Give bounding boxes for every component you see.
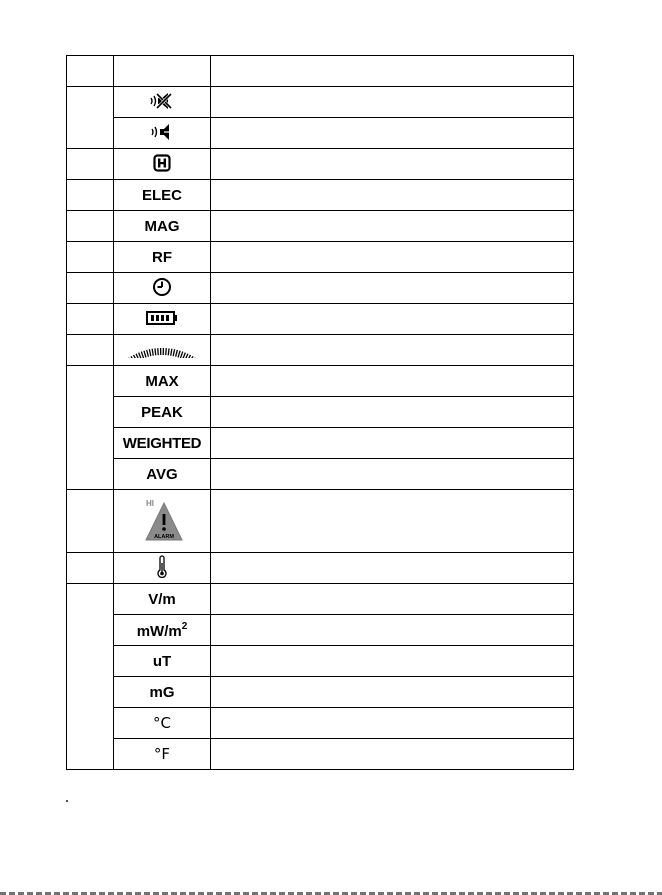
arc-scale-tick bbox=[149, 349, 150, 356]
arc-scale-tick bbox=[147, 349, 149, 356]
table-row bbox=[67, 211, 574, 242]
description-cell bbox=[211, 366, 574, 397]
alarm-text-label: ALARM bbox=[154, 533, 174, 540]
arc-scale-tick bbox=[183, 352, 186, 357]
table-row bbox=[67, 304, 574, 335]
table-row bbox=[67, 677, 574, 708]
unit-celsius bbox=[114, 708, 211, 739]
battery-icon bbox=[146, 311, 178, 325]
number-cell bbox=[67, 273, 114, 304]
description-cell bbox=[211, 584, 574, 615]
arc-scale-icon bbox=[116, 340, 208, 358]
table-row bbox=[67, 118, 574, 149]
alarm-triangle-icon bbox=[140, 497, 184, 543]
number-cell bbox=[67, 87, 114, 149]
symbol-elec: ELEC bbox=[114, 180, 211, 211]
number-cell bbox=[67, 553, 114, 584]
arc-scale-tick bbox=[171, 348, 172, 355]
arc-scale-tick bbox=[178, 350, 180, 357]
description-cell bbox=[211, 273, 574, 304]
symbol-peak: PEAK bbox=[114, 397, 211, 428]
table-row bbox=[67, 708, 574, 739]
unit-mg: mG bbox=[114, 677, 211, 708]
symbol-cell bbox=[114, 149, 211, 180]
unit-ut: uT bbox=[114, 646, 211, 677]
page-mark bbox=[66, 800, 68, 802]
table-row bbox=[67, 87, 574, 118]
speaker-muted-icon bbox=[150, 92, 174, 110]
table-row bbox=[67, 490, 574, 553]
symbol-cell bbox=[114, 490, 211, 553]
description-cell bbox=[211, 118, 574, 149]
description-cell bbox=[211, 149, 574, 180]
symbol-cell bbox=[114, 118, 211, 149]
symbol-table bbox=[66, 55, 574, 770]
description-cell bbox=[211, 87, 574, 118]
symbol-mag: MAG bbox=[114, 211, 211, 242]
arc-scale-tick bbox=[168, 348, 169, 355]
description-cell bbox=[211, 646, 574, 677]
number-cell bbox=[67, 490, 114, 553]
table-row bbox=[67, 615, 574, 646]
arc-scale-tick bbox=[139, 352, 142, 357]
arc-scale-tick bbox=[152, 348, 153, 355]
table-row bbox=[67, 739, 574, 770]
description-cell bbox=[211, 677, 574, 708]
number-cell bbox=[67, 304, 114, 335]
arc-scale-tick bbox=[180, 351, 182, 357]
description-cell bbox=[211, 553, 574, 584]
symbol-cell bbox=[114, 553, 211, 584]
description-cell bbox=[211, 335, 574, 366]
table-row bbox=[67, 273, 574, 304]
arc-scale-tick bbox=[173, 349, 174, 356]
table-row bbox=[67, 366, 574, 397]
unit-mwm2-exponent: 2 bbox=[181, 620, 188, 632]
description-cell bbox=[211, 211, 574, 242]
symbol-rf: RF bbox=[114, 242, 211, 273]
alarm-hi-label: HI bbox=[146, 498, 154, 508]
unit-fahrenheit bbox=[114, 739, 211, 770]
symbol-cell bbox=[114, 273, 211, 304]
thermometer-icon bbox=[156, 555, 168, 579]
symbol-weighted: WEIGHTED bbox=[114, 428, 211, 459]
description-cell bbox=[211, 242, 574, 273]
table-row bbox=[67, 459, 574, 490]
table-row bbox=[67, 242, 574, 273]
table-row bbox=[67, 646, 574, 677]
symbol-avg: AVG bbox=[114, 459, 211, 490]
arc-scale-tick bbox=[176, 349, 178, 356]
arc-scale-tick bbox=[185, 353, 188, 357]
description-cell bbox=[211, 397, 574, 428]
description-cell bbox=[211, 180, 574, 211]
number-cell bbox=[67, 335, 114, 366]
description-cell bbox=[211, 615, 574, 646]
symbol-header bbox=[114, 56, 211, 87]
number-cell bbox=[67, 242, 114, 273]
arc-scale-tick bbox=[136, 353, 139, 357]
unit-mwm2-base: mW/m bbox=[136, 622, 182, 640]
unit-vm: V/m bbox=[114, 584, 211, 615]
symbol-cell bbox=[114, 304, 211, 335]
hold-icon bbox=[153, 154, 171, 172]
description-cell bbox=[211, 459, 574, 490]
unit-fahrenheit-label: °F bbox=[153, 744, 171, 763]
table-row bbox=[67, 180, 574, 211]
description-cell bbox=[211, 304, 574, 335]
number-header bbox=[67, 56, 114, 87]
table-row bbox=[67, 149, 574, 180]
header-row bbox=[67, 56, 574, 87]
clock-icon bbox=[152, 277, 172, 297]
speaker-on-icon bbox=[150, 123, 174, 141]
description-cell bbox=[211, 490, 574, 553]
arc-scale-tick bbox=[141, 351, 143, 357]
description-header bbox=[211, 56, 574, 87]
description-cell bbox=[211, 739, 574, 770]
description-cell bbox=[211, 708, 574, 739]
unit-celsius-label: °C bbox=[153, 713, 171, 732]
table-row bbox=[67, 428, 574, 459]
unit-mwm2 bbox=[114, 615, 211, 646]
number-cell bbox=[67, 211, 114, 242]
table-row bbox=[67, 335, 574, 366]
number-cell bbox=[67, 149, 114, 180]
symbol-cell bbox=[114, 87, 211, 118]
number-cell bbox=[67, 366, 114, 490]
table-row bbox=[67, 397, 574, 428]
description-cell bbox=[211, 428, 574, 459]
table-row bbox=[67, 553, 574, 584]
symbol-cell bbox=[114, 335, 211, 366]
arc-scale-tick bbox=[144, 350, 146, 357]
number-cell bbox=[67, 584, 114, 770]
table-row bbox=[67, 584, 574, 615]
number-cell bbox=[67, 180, 114, 211]
symbol-max: MAX bbox=[114, 366, 211, 397]
arc-scale-tick bbox=[155, 348, 156, 355]
